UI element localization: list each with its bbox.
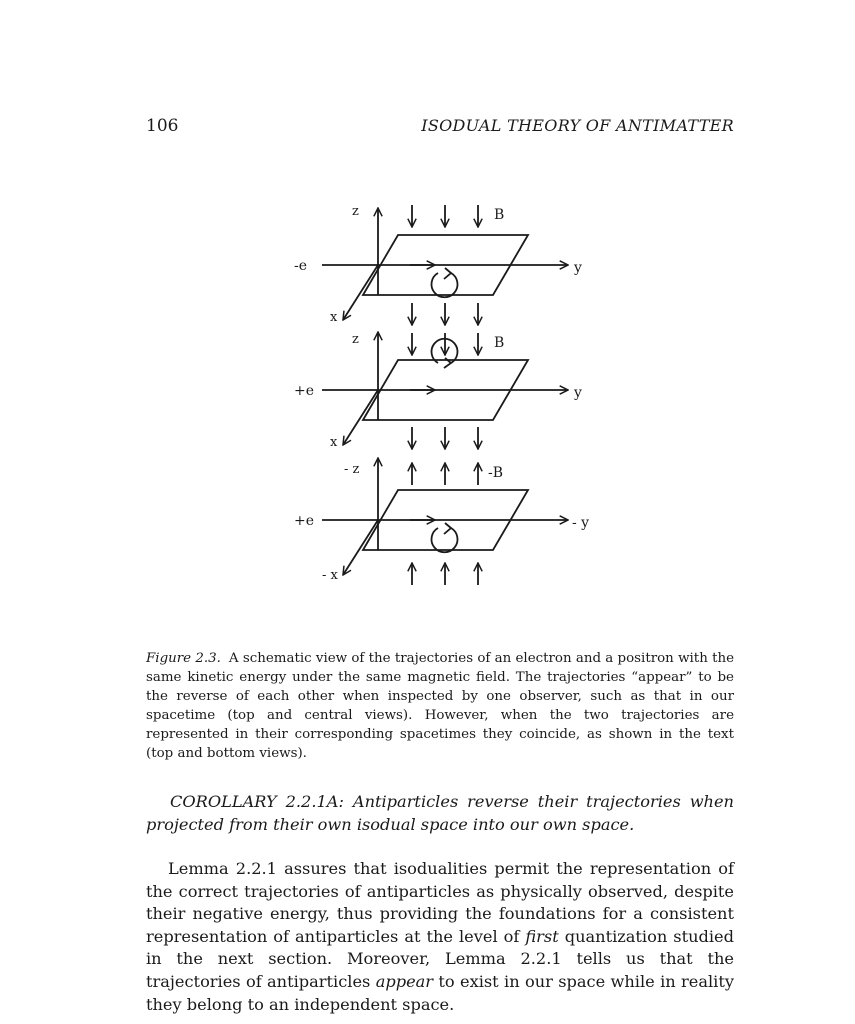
circular-trajectory [432, 273, 458, 297]
charge-label: +e [294, 513, 315, 529]
page-number: 106 [146, 116, 179, 136]
page-header [146, 116, 734, 142]
x-axis-label: x [330, 435, 338, 450]
x-axis-label: - x [322, 568, 338, 583]
paragraph-text: quantization studied in the next section. Moreover, Lemma 2.2.1 tells us that the trajectories of antiparticles [146, 926, 734, 991]
paragraph-text: Lemma 2.2.1 assures that isodualities permit the representation of the correct trajectories of antiparticles as physically observed, despite their negative energy, thus providing the foundations for a consistent representation of antiparticles at the level of [146, 859, 734, 946]
z-axis-label: z [352, 332, 359, 347]
x-axis-arrow [343, 390, 378, 445]
circular-trajectory-head [444, 523, 451, 534]
figure-label: Figure 2.3. [146, 651, 221, 666]
z-axis-label: z [352, 204, 359, 219]
x-axis-arrow [343, 265, 378, 320]
trajectory-diagram [280, 195, 610, 595]
field-label: B [494, 335, 505, 351]
field-label: B [494, 207, 505, 223]
figure-2-3 [280, 195, 610, 595]
panel-top [294, 204, 582, 325]
circular-trajectory-head [444, 268, 451, 279]
figure-caption [146, 649, 734, 763]
body-paragraph [146, 858, 734, 1016]
emphasis-appear: appear [375, 971, 434, 991]
y-axis-label: y [574, 260, 582, 276]
x-axis-arrow [343, 520, 378, 575]
caption-text: A schematic view of the trajectories of an electron and a positron with the same kinetic energy under the same magnetic field. The trajectories “appear” to be the reverse of each other when inspected by one observer, such as that in our spacetime (top and central views). However, when the two trajectories are represented in their corresponding spacetimes they coincide, as shown in the text (top and bottom views). [146, 651, 735, 761]
running-title: ISODUAL THEORY OF ANTIMATTER [421, 116, 734, 135]
corollary-statement: COROLLARY 2.2.1A: Antiparticles reverse their trajectories when projected from their own isodual space into our own space. [146, 792, 734, 834]
y-axis-label: - y [572, 515, 590, 531]
panel-middle [294, 332, 582, 450]
z-axis-label: - z [344, 462, 360, 477]
field-label: -B [488, 465, 504, 481]
charge-label: -e [294, 258, 308, 274]
paragraph-text: to exist in our space while in reality they belong to an independent space. [146, 971, 735, 1014]
panel-bottom [294, 458, 589, 585]
y-axis-label: y [574, 385, 582, 401]
emphasis-first: first [525, 926, 559, 946]
charge-label: +e [294, 383, 315, 399]
x-axis-label: x [330, 310, 338, 325]
circular-trajectory [432, 528, 458, 552]
